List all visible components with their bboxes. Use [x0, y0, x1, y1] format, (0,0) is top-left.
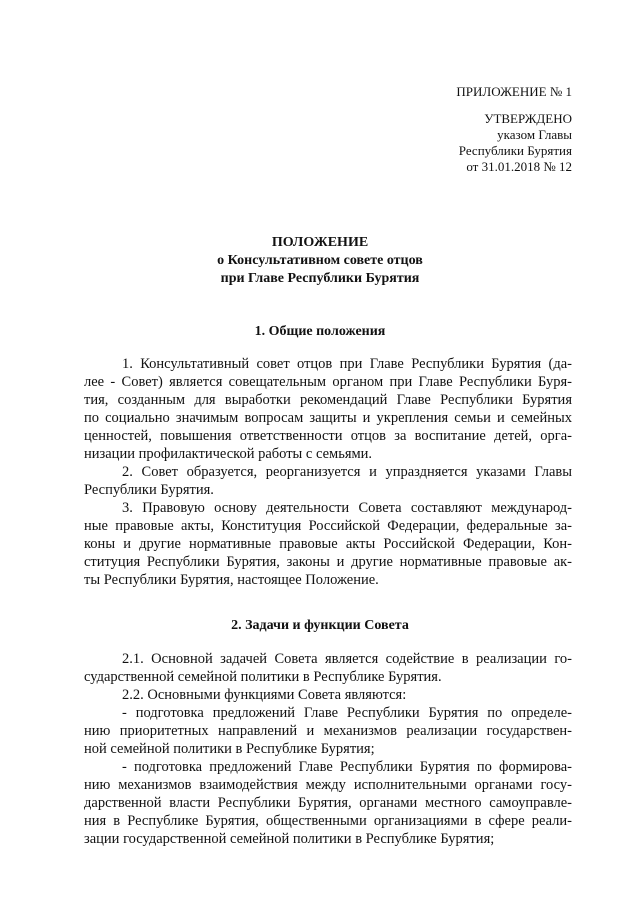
paragraph-line: 2. Совет образуется, реорганизуется и упраздняется указами Главы [122, 464, 572, 480]
document-title: ПОЛОЖЕНИЕ [271, 235, 369, 250]
date-number-line: от 31.01.2018 № 12 [466, 159, 572, 174]
paragraph-line: ституция Республики Бурятия, законы и другие нормативные правовые ак- [84, 554, 572, 570]
paragraph-line: ценностей, повышения ответственности отцов за воспитание детей, орга- [84, 428, 572, 444]
document-subtitle-1: о Консультативном совете отцов [217, 253, 423, 268]
paragraph-line: ные правовые акты, Конституция Российской Федерации, федеральные за- [84, 518, 572, 534]
paragraph-line: Республики Бурятия. [84, 482, 214, 498]
republic-line: Республики Бурятия [458, 143, 572, 158]
paragraph-line: лее - Совет) является совещательным органом при Главе Республики Буря- [84, 374, 572, 390]
approved-label: УТВЕРЖДЕНО [484, 111, 572, 126]
paragraph-line: 1. Консультативный совет отцов при Главе Республики Бурятия (да- [122, 356, 572, 372]
paragraph-line: ты Республики Бурятия, настоящее Положение. [84, 572, 379, 588]
section-1-text [84, 355, 572, 589]
paragraph-line: дарственной власти Республики Бурятия, органами местного самоуправле- [84, 795, 572, 811]
section-2-heading: 2. Задачи и функции Совета [231, 618, 409, 633]
paragraph-line: коны и другие нормативные правовые акты Российской Федерации, Кон- [84, 536, 572, 552]
paragraph-line: сударственной семейной политики в Республике Бурятия. [84, 669, 442, 685]
paragraph-line: нию механизмов взаимодействия между исполнительными органами госу- [84, 777, 572, 793]
paragraph-line: - подготовка предложений Главе Республики Бурятия по определе- [122, 705, 572, 721]
paragraph-line: - подготовка предложений Главе Республики Бурятия по формирова- [122, 759, 572, 775]
paragraph-line: по социально значимым вопросам защиты и укрепления семьи и семейных [84, 410, 572, 426]
paragraph-line: нию приоритетных направлений и механизмов реализации государствен- [84, 723, 572, 739]
document-subtitle-2: при Главе Республики Бурятия [220, 271, 420, 286]
section-2-text [84, 650, 572, 848]
appendix-number: ПРИЛОЖЕНИЕ № 1 [456, 84, 572, 99]
paragraph-line: 2.2. Основными функциями Совета являются: [122, 687, 407, 703]
section-1-heading: 1. Общие положения [254, 324, 386, 339]
paragraph-line: низации профилактической работы с семьями. [84, 446, 373, 462]
paragraph-line: ной семейной политики в Республике Бурятия; [84, 741, 375, 757]
paragraph-line: 3. Правовую основу деятельности Совета составляют международ- [122, 500, 572, 516]
paragraph-line: тия, созданным для выработки рекомендаций Главе Республики Бурятия [84, 392, 572, 408]
decree-line: указом Главы [497, 127, 572, 142]
paragraph-line: 2.1. Основной задачей Совета является содействие в реализации го- [122, 651, 572, 667]
paragraph-line: зации государственной семейной политики в Республике Бурятия; [84, 831, 495, 847]
paragraph-line: ния в Республике Бурятия, общественными организациями в сфере реали- [84, 813, 572, 829]
